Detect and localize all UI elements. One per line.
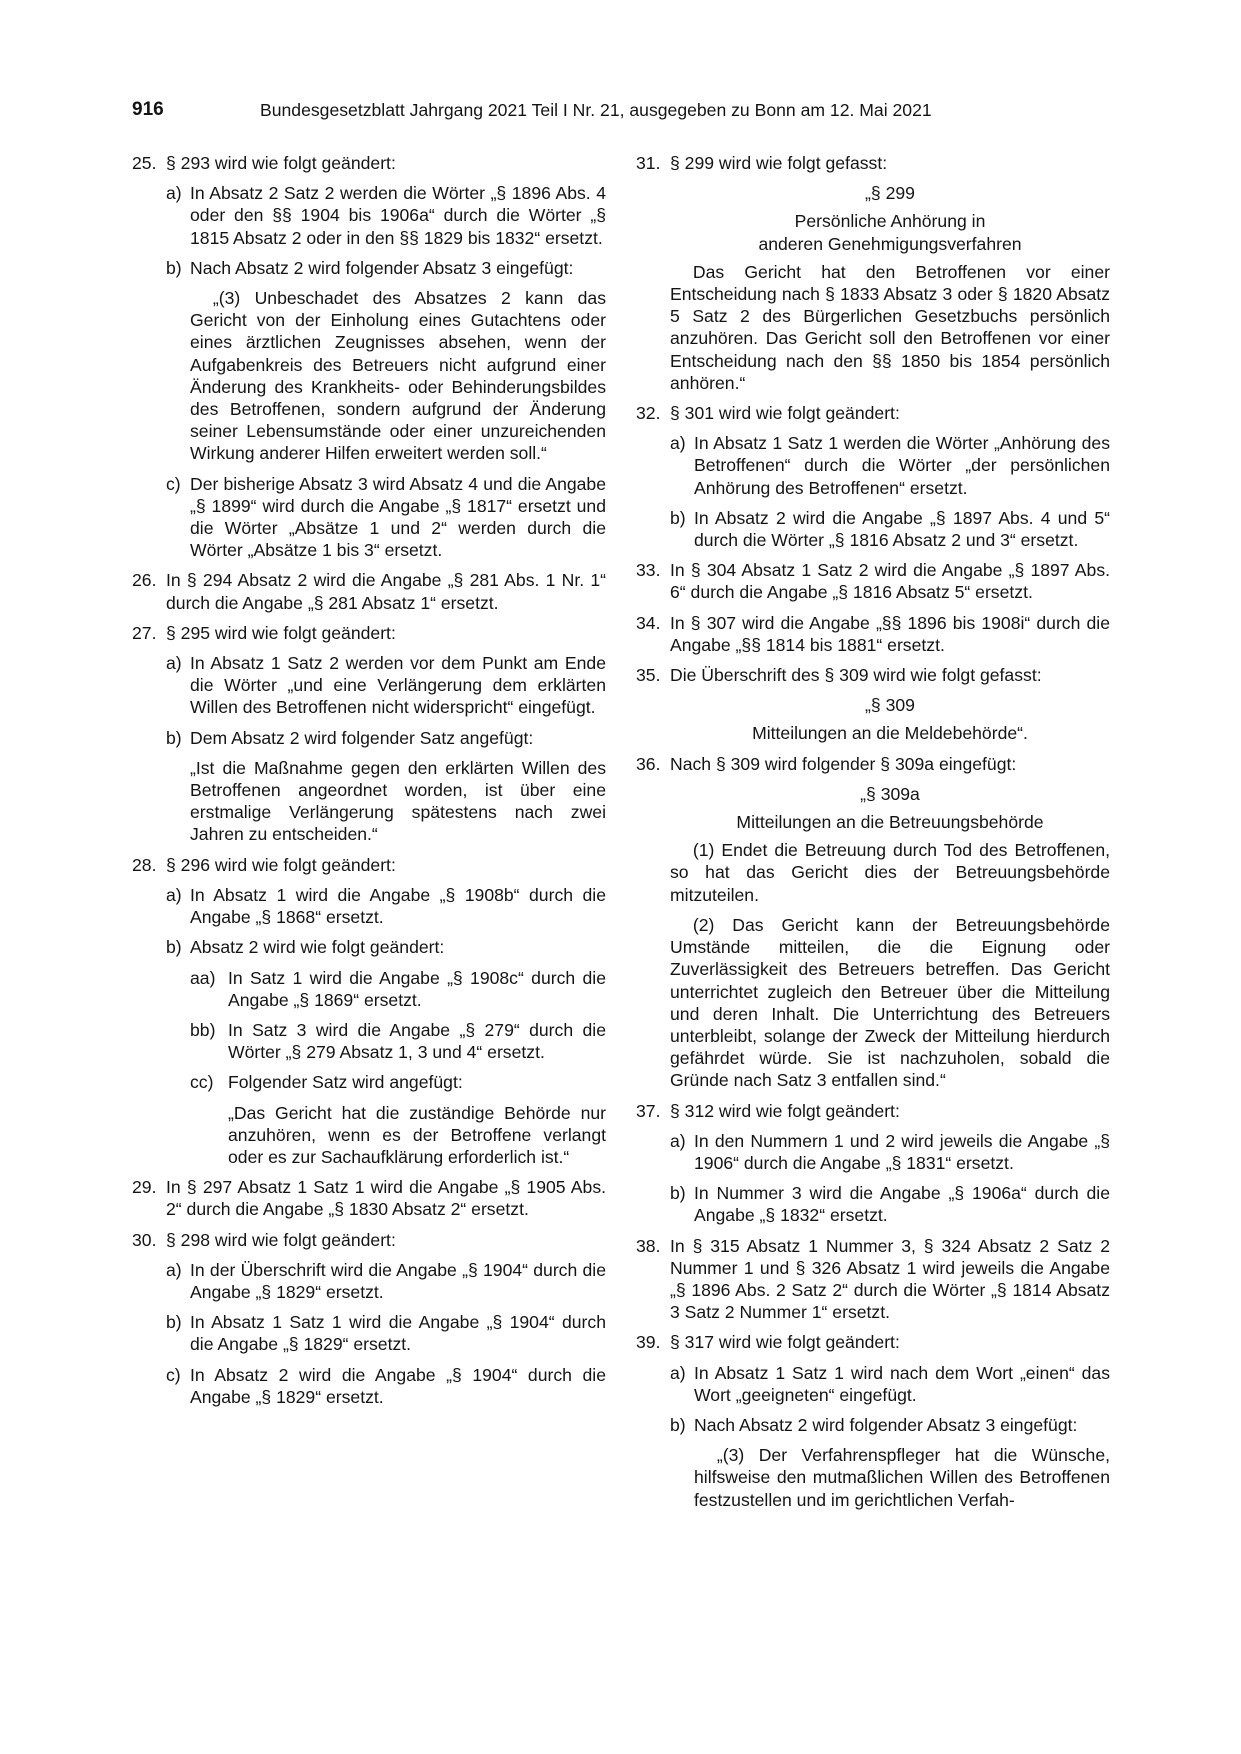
item-text: In § 315 Absatz 1 Nummer 3, § 324 Absatz 2 Satz 2 Nummer 1 und § 326 Absatz 1 wird jeweils die Angabe „§ 1896 Abs. 2 Satz 2“ durch die Wörter „§ 1814 Absatz 3 Satz 2 Nummer 1“ ersetzt. <box>670 1235 1110 1323</box>
subitem-label: a) <box>166 884 182 905</box>
item-number: 30. <box>132 1229 157 1250</box>
item-number: 34. <box>636 612 661 633</box>
item-number: 36. <box>636 753 661 774</box>
subitem-label: a) <box>166 653 182 674</box>
subitem-label: a) <box>166 183 182 204</box>
subitem-text: In Absatz 1 wird die Angabe „§ 1908b“ durch die Angabe „§ 1868“ ersetzt. <box>190 884 606 928</box>
item-number: 31. <box>636 153 661 173</box>
section-number: „§ 299 <box>865 183 915 204</box>
section-paragraph-1 <box>636 839 1110 906</box>
item-text: In § 297 Absatz 1 Satz 1 wird die Angabe „§ 1905 Abs. 2“ durch die Angabe „§ 1830 Absatz 2“ ersetzt. <box>166 1177 606 1220</box>
subitem-text: Absatz 2 wird wie folgt geändert: <box>190 937 445 958</box>
item-text: In § 294 Absatz 2 wird die Angabe „§ 281 Abs. 1 Nr. 1“ durch die Angabe „§ 281 Absatz 1“ ersetzt. <box>166 570 606 613</box>
item-text: Nach § 309 wird folgender § 309a eingefügt: <box>670 753 1017 774</box>
quote-39b <box>636 1444 1110 1511</box>
subitem-25a <box>132 182 606 249</box>
subitem-text: Nach Absatz 2 wird folgender Absatz 3 eingefügt: <box>694 1414 1078 1435</box>
quote-27b <box>132 757 606 846</box>
subitem-label: a) <box>166 1259 182 1280</box>
item-text: § 293 wird wie folgt geändert: <box>166 153 396 173</box>
subitem-label: c) <box>166 473 181 494</box>
subitem-28a <box>132 884 606 928</box>
publication-title: Bundesgesetzblatt Jahrgang 2021 Teil I Nr. 21, ausgegeben zu Bonn am 12. Mai 2021 <box>260 100 932 120</box>
item-text: § 296 wird wie folgt geändert: <box>166 854 396 875</box>
section-heading-309a <box>636 783 1110 805</box>
item-39 <box>636 1331 1110 1353</box>
section-text: (1) Endet die Betreuung durch Tod des Betroffenen, so hat das Gericht dies der Betreuungsbehörde mitzuteilen. <box>670 840 1110 905</box>
subitem-label: b) <box>166 727 182 748</box>
item-33 <box>636 559 1110 603</box>
subitem-text: In den Nummern 1 und 2 wird jeweils die Angabe „§ 1906“ durch die Angabe „§ 1831“ ersetzt. <box>694 1130 1110 1173</box>
item-38 <box>636 1235 1110 1324</box>
item-number: 32. <box>636 403 661 424</box>
subitem-25c <box>132 473 606 562</box>
quote-25b <box>132 287 606 465</box>
section-title-299 <box>636 210 1110 254</box>
item-text: In § 307 wird die Angabe „§§ 1896 bis 1908i“ durch die Angabe „§§ 1814 bis 1881“ ersetzt. <box>670 612 1110 655</box>
item-25 <box>132 152 606 174</box>
subitem-37b <box>636 1182 1110 1226</box>
subitem-text: In Absatz 2 Satz 2 werden die Wörter „§ 1896 Abs. 4 oder den §§ 1904 bis 1906a“ durch die Wörter „§ 1815 Absatz 2 oder in den §§ 1829 bis 1832“ ersetzt. <box>190 183 606 248</box>
section-title-line: anderen Genehmigungsverfahren <box>758 233 1022 254</box>
subitem-32b <box>636 507 1110 551</box>
subitem-label: b) <box>670 1183 686 1204</box>
item-30 <box>132 1229 606 1251</box>
item-number: 38. <box>636 1235 661 1256</box>
subitem-30c <box>132 1364 606 1408</box>
section-number: „§ 309a <box>860 783 920 804</box>
item-text: § 317 wird wie folgt geändert: <box>670 1332 900 1353</box>
item-31 <box>636 152 1110 174</box>
section-title-line: Persönliche Anhörung in <box>794 211 986 232</box>
subitem-text: In Absatz 1 Satz 1 wird nach dem Wort „einen“ das Wort „geeigneten“ eingefügt. <box>694 1362 1110 1405</box>
item-37 <box>636 1100 1110 1122</box>
subitem-label: b) <box>166 257 182 278</box>
subitem-32a <box>636 432 1110 499</box>
subitem-text: In Nummer 3 wird die Angabe „§ 1906a“ durch die Angabe „§ 1832“ ersetzt. <box>694 1183 1110 1226</box>
subitem-39a <box>636 1362 1110 1406</box>
item-27 <box>132 622 606 644</box>
item-number: 28. <box>132 854 157 875</box>
subitem-text: Der bisherige Absatz 3 wird Absatz 4 und die Angabe „§ 1899“ wird durch die Angabe „§ 1817“ ersetzt und die Wörter „Absätze 1 und 2“ werden durch die Wörter „Absätze 1 bis 3“ ersetzt. <box>190 473 606 561</box>
item-28 <box>132 854 606 876</box>
item-number: 39. <box>636 1332 661 1353</box>
item-number: 25. <box>132 153 157 173</box>
subitem-text: In Absatz 1 Satz 1 werden die Wörter „Anhörung des Betroffenen“ durch die Wörter „der persönlichen Anhörung des Betroffenen“ ersetzt. <box>694 433 1110 498</box>
section-body-299 <box>636 261 1110 394</box>
item-35 <box>636 664 1110 686</box>
right-column <box>636 152 1110 1519</box>
subitem-label: bb) <box>190 1019 216 1040</box>
subitem-25b <box>132 257 606 279</box>
quote-text: „(3) Der Verfahrenspfleger hat die Wünsche, hilfsweise den mutmaßlichen Willen des Betroffenen festzustellen und im gerichtlichen Verfah- <box>694 1445 1110 1510</box>
subitem-label: a) <box>670 1362 686 1383</box>
item-text: § 298 wird wie folgt geändert: <box>166 1229 396 1250</box>
section-text: Das Gericht hat den Betroffenen vor einer Entscheidung nach § 1833 Absatz 3 oder § 1820 Absatz 5 Satz 2 des Bürgerlichen Gesetzbuchs persönlich anzuhören. Das Gericht soll den Betroffenen vor einer Entscheidung nach den §§ 1850 bis 1854 persönlich anhören.“ <box>670 261 1110 393</box>
item-number: 37. <box>636 1100 661 1121</box>
item-29 <box>132 1176 606 1220</box>
item-text: § 299 wird wie folgt gefasst: <box>670 153 888 173</box>
item-number: 29. <box>132 1177 157 1198</box>
subitem-28b-cc <box>132 1071 606 1093</box>
subitem-text: In Satz 3 wird die Angabe „§ 279“ durch die Wörter „§ 279 Absatz 1, 3 und 4“ ersetzt. <box>228 1019 606 1063</box>
item-number: 33. <box>636 560 661 581</box>
quote-text: „Das Gericht hat die zuständige Behörde nur anzuhören, wenn es der Betroffene verlangt oder es zur Sachaufklärung erforderlich ist.“ <box>228 1102 606 1167</box>
subitem-text: Dem Absatz 2 wird folgender Satz angefügt: <box>190 727 534 748</box>
item-36 <box>636 753 1110 775</box>
section-title-line: Mitteilungen an die Meldebehörde“. <box>752 723 1028 744</box>
section-title-309 <box>636 722 1110 744</box>
subitem-label: cc) <box>190 1072 214 1093</box>
subitem-30b <box>132 1311 606 1355</box>
section-title-line: Mitteilungen an die Betreuungsbehörde <box>736 812 1044 833</box>
subitem-label: c) <box>166 1364 181 1385</box>
subitem-28b-bb <box>132 1019 606 1063</box>
subitem-text: In der Überschrift wird die Angabe „§ 1904“ durch die Angabe „§ 1829“ ersetzt. <box>190 1259 606 1302</box>
quote-text: „(3) Unbeschadet des Absatzes 2 kann das Gericht von der Einholung eines Gutachtens oder eines ärztlichen Zeugnisses absehen, wenn der Aufgabenkreis des Betreuers nicht aufgrund einer Änderung des Krankheits- oder Behinderungsbildes des Betroffenen, sondern aufgrund der Änderung seiner Lebensumstände oder einer unzureichenden Wirkung anderer Hilfen erweitert werden soll.“ <box>190 288 606 464</box>
subitem-37a <box>636 1130 1110 1174</box>
subitem-label: b) <box>670 1414 686 1435</box>
subitem-text: In Satz 1 wird die Angabe „§ 1908c“ durch die Angabe „§ 1869“ ersetzt. <box>228 967 606 1010</box>
item-text: In § 304 Absatz 1 Satz 2 wird die Angabe „§ 1897 Abs. 6“ durch die Angabe „§ 1816 Absatz 5“ ersetzt. <box>670 560 1110 603</box>
subitem-27b <box>132 727 606 749</box>
section-text: (2) Das Gericht kann der Betreuungsbehörde Umstände mitteilen, die die Eignung oder Zuverlässigkeit des Betreuers betreffen. Das Gericht unterrichtet zugleich den Betreuer über die Mitteilung und deren Inhalt. Die Unterrichtung des Betreuers unterbleibt, solange der Zweck der Mitteilung hierdurch gefährdet würde. Sie ist nachzuholen, sobald die Gründe nach Satz 3 entfallen sind.“ <box>670 914 1110 1091</box>
subitem-label: aa) <box>190 967 216 988</box>
page-number: 916 <box>132 99 164 120</box>
item-text: § 295 wird wie folgt geändert: <box>166 622 396 643</box>
quote-28b-cc <box>132 1102 606 1169</box>
section-paragraph-2 <box>636 914 1110 1092</box>
left-column <box>132 152 606 1416</box>
quote-text: „Ist die Maßnahme gegen den erklärten Willen des Betroffenen angeordnet worden, ist über eine erstmalige Verlängerung spätestens nach zwei Jahren zu entscheiden.“ <box>190 757 606 845</box>
item-text: § 312 wird wie folgt geändert: <box>670 1100 900 1121</box>
item-text: § 301 wird wie folgt geändert: <box>670 403 900 424</box>
subitem-label: b) <box>166 1312 182 1333</box>
item-number: 35. <box>636 665 661 686</box>
item-number: 26. <box>132 570 157 591</box>
subitem-28b <box>132 936 606 958</box>
subitem-28b-aa <box>132 967 606 1011</box>
subitem-text: In Absatz 2 wird die Angabe „§ 1897 Abs. 4 und 5“ durch die Wörter „§ 1816 Absatz 2 und 3“ ersetzt. <box>694 507 1110 551</box>
subitem-text: Nach Absatz 2 wird folgender Absatz 3 eingefügt: <box>190 257 574 278</box>
subitem-39b <box>636 1414 1110 1436</box>
subitem-label: a) <box>670 433 686 454</box>
item-26 <box>132 569 606 613</box>
subitem-label: b) <box>166 937 182 958</box>
section-title-309a <box>636 811 1110 833</box>
subitem-label: a) <box>670 1130 686 1151</box>
page-header <box>132 99 1112 123</box>
subitem-label: b) <box>670 507 686 528</box>
item-number: 27. <box>132 622 157 643</box>
subitem-text: In Absatz 1 Satz 2 werden vor dem Punkt am Ende die Wörter „und eine Verlängerung dem erklärten Willen des Betroffenen nicht widerspricht“ eingefügt. <box>190 653 606 718</box>
section-heading-309 <box>636 694 1110 716</box>
subitem-30a <box>132 1259 606 1303</box>
item-32 <box>636 402 1110 424</box>
subitem-text: Folgender Satz wird angefügt: <box>228 1072 463 1093</box>
section-number: „§ 309 <box>865 695 915 716</box>
section-heading-299 <box>636 182 1110 204</box>
item-text: Die Überschrift des § 309 wird wie folgt gefasst: <box>670 665 1042 686</box>
item-34 <box>636 612 1110 656</box>
subitem-text: In Absatz 2 wird die Angabe „§ 1904“ durch die Angabe „§ 1829“ ersetzt. <box>190 1364 606 1407</box>
subitem-text: In Absatz 1 Satz 1 wird die Angabe „§ 1904“ durch die Angabe „§ 1829“ ersetzt. <box>190 1312 606 1355</box>
subitem-27a <box>132 652 606 719</box>
